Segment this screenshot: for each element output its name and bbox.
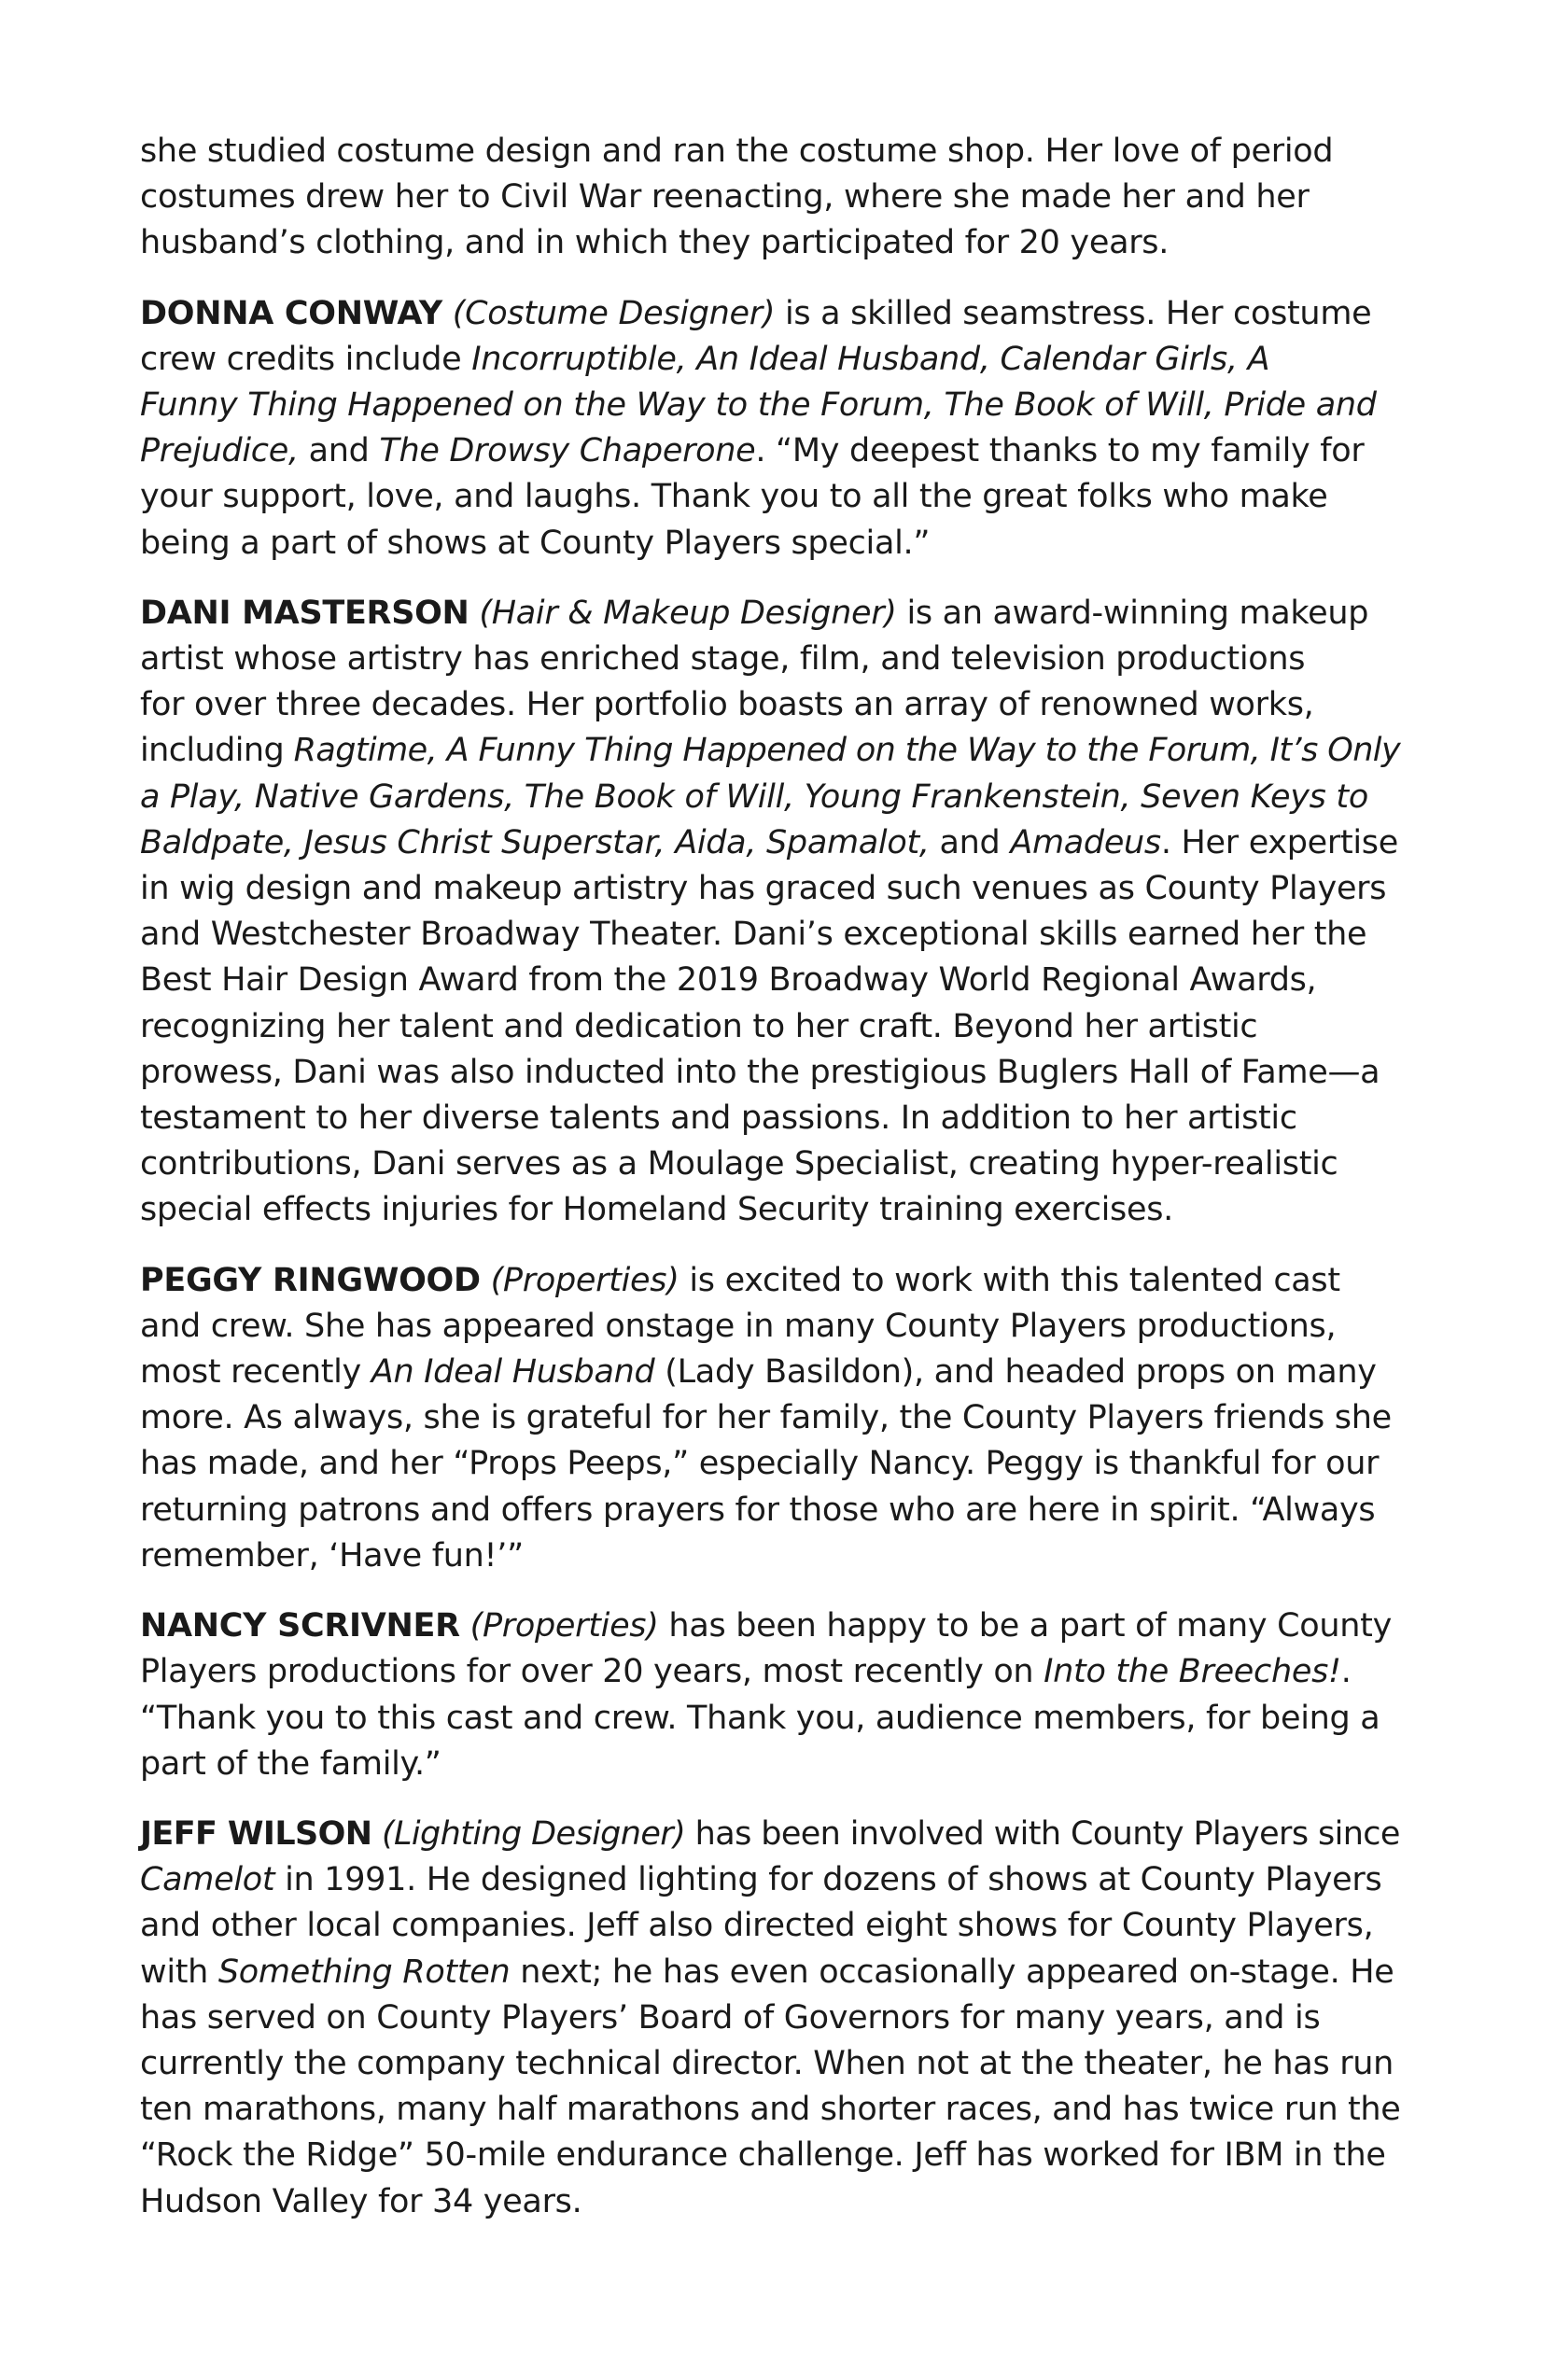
- body-text: is excited to work with this talented cast: [679, 1261, 1340, 1299]
- body-text: and other local companies. Jeff also directed eight shows for County Players,: [140, 1907, 1374, 1945]
- body-text: “Rock the Ridge” 50-mile endurance challenge. Jeff has worked for IBM in the: [140, 2136, 1386, 2175]
- text-line: [140, 1857, 1400, 1903]
- text-line: [140, 1050, 1400, 1096]
- body-text: more. As always, she is grateful for her family, the County Players friends she: [140, 1399, 1392, 1437]
- bio-paragraph-dani-masterson: [140, 591, 1400, 1234]
- body-text: [460, 1607, 470, 1645]
- bio-paragraph-donna-conway: [140, 291, 1400, 567]
- program-bios-page: [140, 129, 1400, 2249]
- body-text: [442, 295, 453, 332]
- text-line: [140, 2179, 1400, 2225]
- body-text: and: [929, 823, 1011, 861]
- italic-text: Prejudice,: [140, 432, 299, 470]
- body-text: and crew. She has appeared onstage in many County Players productions,: [140, 1307, 1337, 1345]
- body-text: has been involved with County Players since: [685, 1814, 1400, 1853]
- italic-text: Incorruptible, An Ideal Husband, Calendar Girls, A: [471, 340, 1270, 378]
- person-name: DANI MASTERSON: [140, 594, 469, 632]
- text-line: [140, 1350, 1400, 1395]
- person-name: PEGGY RINGWOOD: [140, 1261, 481, 1299]
- body-text: currently the company technical director. When not at the theater, he has run: [140, 2044, 1394, 2082]
- italic-text: (Properties): [490, 1261, 679, 1299]
- text-line: [140, 1395, 1400, 1441]
- body-text: . Her expertise: [1160, 823, 1398, 861]
- text-line: [140, 1258, 1400, 1304]
- body-text: has served on County Players’ Board of Governors for many years, and is: [140, 1998, 1321, 2037]
- body-text: crew credits include: [140, 340, 472, 378]
- text-line: [140, 958, 1400, 1003]
- italic-text: Ragtime, A Funny Thing Happened on the Way to the Forum, It’s Only: [293, 732, 1401, 770]
- body-text: “Thank you to this cast and crew. Thank you, audience members, for being a: [140, 1699, 1380, 1737]
- text-line: [140, 474, 1400, 520]
- body-text: testament to her diverse talents and passions. In addition to her artistic: [140, 1099, 1297, 1138]
- italic-text: (Properties): [469, 1607, 659, 1645]
- text-line: [140, 1696, 1400, 1742]
- text-line: [140, 220, 1400, 266]
- italic-text: The Drowsy Chaperone: [379, 432, 756, 470]
- text-line: [140, 1742, 1400, 1787]
- body-text: prowess, Dani was also inducted into the prestigious Buglers Hall of Fame—a: [140, 1053, 1380, 1091]
- body-text: Best Hair Design Award from the 2019 Broadway World Regional Awards,: [140, 961, 1317, 1000]
- italic-text: Something Rotten: [217, 1953, 511, 1991]
- italic-text: Into the Breeches!: [1044, 1653, 1341, 1691]
- italic-text: (Lighting Designer): [381, 1814, 686, 1853]
- text-line: [140, 291, 1400, 337]
- body-text: Hudson Valley for 34 years.: [140, 2182, 582, 2220]
- body-text: recognizing her talent and dedication to her craft. Beyond her artistic: [140, 1007, 1258, 1045]
- text-line: [140, 1533, 1400, 1579]
- body-text: and: [298, 432, 380, 470]
- body-text: next; he has even occasionally appeared on-stage. He: [510, 1953, 1394, 1991]
- text-line: [140, 1950, 1400, 1995]
- body-text: she studied costume design and ran the costume shop. Her love of period: [140, 133, 1334, 170]
- person-name: NANCY SCRIVNER: [140, 1607, 460, 1645]
- body-text: husband’s clothing, and in which they participated for 20 years.: [140, 224, 1170, 262]
- text-line: [140, 728, 1400, 774]
- body-text: .: [1340, 1653, 1352, 1691]
- bio-paragraph-peggy-ringwood: [140, 1258, 1400, 1579]
- text-line: [140, 1004, 1400, 1050]
- body-text: with: [140, 1953, 218, 1991]
- italic-text: An Ideal Husband: [371, 1353, 655, 1392]
- text-line: [140, 912, 1400, 958]
- body-text: part of the family.”: [140, 1744, 441, 1783]
- text-line: [140, 1141, 1400, 1187]
- text-line: [140, 1812, 1400, 1857]
- text-line: [140, 591, 1400, 637]
- text-line: [140, 2041, 1400, 2087]
- body-text: being a part of shows at County Players special.”: [140, 524, 931, 562]
- text-line: [140, 2133, 1400, 2178]
- body-text: Players productions for over 20 years, most recently on: [140, 1653, 1044, 1691]
- bio-paragraph-costume-continued: [140, 129, 1400, 267]
- body-text: . “My deepest thanks to my family for: [755, 432, 1365, 470]
- body-text: [371, 1815, 382, 1853]
- body-text: [469, 595, 480, 632]
- text-line: [140, 428, 1400, 474]
- person-name: DONNA CONWAY: [140, 294, 442, 332]
- italic-text: Amadeus: [1010, 823, 1161, 861]
- body-text: special effects injuries for Homeland Security training exercises.: [140, 1191, 1173, 1229]
- text-line: [140, 637, 1400, 682]
- body-text: returning patrons and offers prayers for those who are here in spirit. “Always: [140, 1491, 1376, 1529]
- italic-text: Funny Thing Happened on the Way to the Forum, The Book of Will, Pride and: [140, 386, 1377, 425]
- italic-text: a Play, Native Gardens, The Book of Will, Young Frankenstein, Seven Keys to: [140, 777, 1368, 816]
- body-text: including: [140, 732, 294, 770]
- text-line: [140, 682, 1400, 728]
- body-text: is a skilled seamstress. Her costume: [775, 294, 1372, 332]
- text-line: [140, 2087, 1400, 2133]
- bio-paragraph-nancy-scrivner: [140, 1603, 1400, 1787]
- bio-paragraph-jeff-wilson: [140, 1812, 1400, 2225]
- body-text: has made, and her “Props Peeps,” especially Nancy. Peggy is thankful for our: [140, 1445, 1380, 1483]
- body-text: ten marathons, many half marathons and shorter races, and has twice run the: [140, 2091, 1401, 2129]
- text-line: [140, 383, 1400, 428]
- body-text: (Lady Basildon), and headed props on many: [654, 1353, 1377, 1392]
- text-line: [140, 1488, 1400, 1533]
- body-text: for over three decades. Her portfolio boasts an array of renowned works,: [140, 686, 1314, 724]
- text-line: [140, 337, 1400, 383]
- body-text: costumes drew her to Civil War reenacting, where she made her and her: [140, 178, 1310, 217]
- body-text: in wig design and makeup artistry has graced such venues as County Players: [140, 870, 1387, 908]
- text-line: [140, 175, 1400, 220]
- text-line: [140, 521, 1400, 567]
- body-text: your support, love, and laughs. Thank you to all the great folks who make: [140, 478, 1328, 516]
- text-line: [140, 866, 1400, 912]
- person-name: JEFF WILSON: [140, 1814, 372, 1853]
- text-line: [140, 1441, 1400, 1487]
- body-text: remember, ‘Have fun!’”: [140, 1536, 524, 1575]
- body-text: most recently: [140, 1353, 371, 1392]
- text-line: [140, 1649, 1400, 1695]
- body-text: is an award-winning makeup: [896, 594, 1369, 632]
- text-line: [140, 1096, 1400, 1141]
- text-line: [140, 820, 1400, 866]
- text-line: [140, 1995, 1400, 2041]
- italic-text: Camelot: [140, 1861, 275, 1899]
- text-line: [140, 1903, 1400, 1949]
- body-text: contributions, Dani serves as a Moulage Specialist, creating hyper-realistic: [140, 1145, 1338, 1183]
- body-text: artist whose artistry has enriched stage, film, and television productions: [140, 640, 1306, 679]
- italic-text: (Hair & Makeup Designer): [479, 594, 897, 632]
- italic-text: Baldpate, Jesus Christ Superstar, Aida, Spamalot,: [140, 823, 930, 861]
- body-text: and Westchester Broadway Theater. Dani’s exceptional skills earned her the: [140, 916, 1367, 954]
- text-line: [140, 1187, 1400, 1233]
- italic-text: (Costume Designer): [452, 294, 776, 332]
- body-text: has been happy to be a part of many County: [658, 1607, 1393, 1645]
- text-line: [140, 1603, 1400, 1649]
- body-text: in 1991. He designed lighting for dozens of shows at County Players: [274, 1861, 1382, 1899]
- text-line: [140, 775, 1400, 820]
- text-line: [140, 129, 1400, 175]
- text-line: [140, 1304, 1400, 1350]
- body-text: [481, 1262, 491, 1299]
